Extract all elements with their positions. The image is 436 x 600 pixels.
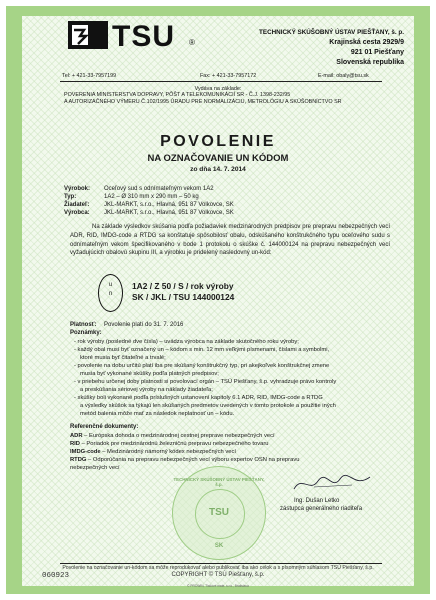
header-divider	[60, 81, 382, 82]
signature-role: zástupca generálneho riaditeľa	[280, 506, 363, 512]
reference-adr	[70, 433, 275, 441]
field-label-applicant: Žiadateľ:	[64, 202, 90, 208]
reference-text: – Poriadok pre medzinárodnú železničnú prepravu nebezpečného tovaru	[79, 441, 269, 447]
field-label-product: Výrobok:	[64, 186, 91, 192]
signature-name: Ing. Dušan Letko	[294, 498, 340, 504]
footer-divider	[60, 563, 382, 564]
note-line: - v priebehu určenej doby platnosti si povolovací orgán – TSÚ Piešťany, š.p. vyhradzuje právo kontroly	[74, 379, 337, 385]
tsu-logo-icon	[68, 21, 108, 49]
issued-line1: POVERENIA MINISTERSTVA DOPRAVY, PÔŠT A TELEKOMUNIKÁCIÍ SR - Č.J. 1398-232/95	[64, 92, 291, 98]
reference-rid	[70, 441, 269, 449]
footer-notice: Povolenie na označovanie un-kódom sa môže reprodukovať alebo publikovať iba ako celok a s písomným súhlasom TSÚ Piešťany, š.p.	[62, 565, 374, 571]
logo-text: TSU	[112, 20, 175, 53]
un-symbol-bottom: n	[108, 291, 113, 297]
contact-fax: Fax: + 421-33-7957172	[200, 73, 257, 79]
institute-name: TECHNICKÝ SKÚŠOBNÝ ÚSTAV PIEŠŤANY, š. p.	[259, 29, 404, 36]
official-stamp	[172, 466, 266, 560]
note-line: - rok výroby (posledné dve čísla) – uvádza výrobca na základe skutočného roku výroby;	[74, 339, 299, 345]
serial-number: 060923	[42, 572, 70, 580]
signature-scribble-icon	[292, 473, 372, 500]
field-value-product: Oceľový sud s odnímateľným vekom 1A2	[104, 186, 214, 192]
field-value-manufacturer: JKL-MARKT, s.r.o., Hlavná, 951 87 Volkovce, SK	[104, 210, 234, 216]
un-code-line2: SK / JKL / TSU 144000124	[132, 292, 235, 302]
reference-key: ADR	[70, 433, 83, 439]
reference-text: – Medzinárodný námorný kódex nebezpečných vecí	[100, 449, 236, 455]
un-symbol-icon	[98, 274, 123, 312]
reference-key: RID	[70, 441, 80, 447]
reference-imdg	[70, 449, 236, 457]
validity-value: Povolenie platí do 31. 7. 2016	[104, 322, 184, 328]
stamp-bottom-text: SK	[214, 543, 224, 549]
note-line: metód balenia môže mať za následok neplatnosť un – kódu.	[80, 411, 235, 417]
field-label-type: Typ:	[64, 194, 77, 200]
note-line: a výsledky skúšok sa týkajú len skúšaných predmetov uvedených v tomto protokole a použitie iných	[80, 403, 336, 409]
reference-text: – Odporúčania na prepravu nebezpečných vecí výboru expertov OSN na prepravu	[86, 457, 300, 463]
note-line: - každý obal musí byť označený un – kódom s min. 12 mm veľkými písmenami, číslami a symbolmi,	[74, 347, 330, 353]
footer-copyright: COPYRIGHT © TSÚ Piešťany, š.p.	[171, 572, 265, 578]
stamp-ring-text: TECHNICKÝ SKÚŠOBNÝ ÚSTAV PIEŠŤANY, š.p.	[173, 477, 265, 487]
document-subtitle: NA OZNAČOVANIE UN KÓDOM	[147, 153, 289, 164]
printer-imprint: © PROWIN, Tlačové mate. s.r.o., Bratislava	[187, 584, 249, 588]
notes-label: Poznámky:	[70, 330, 102, 336]
institute-address	[259, 28, 404, 68]
issued-line2: A AUTORIZAČNÉHO VÝMERU Č.102/1995 ÚRADU PRE NORMALIZÁCIU, METROLÓGIU A SKÚŠOBNÍCTVO SR	[64, 99, 342, 105]
un-code-line1: 1A2 / Z 50 / S / rok výroby	[132, 281, 234, 291]
field-value-type: 1A2 – Ø 310 mm x 290 mm – 50 kg	[104, 194, 199, 200]
stamp-center-text: TSU	[209, 507, 229, 518]
field-label-manufacturer: Výrobca:	[64, 210, 90, 216]
address-country: Slovenská republika	[336, 59, 404, 66]
note-line: ktoré musia byť čitateľné a trvalé;	[80, 355, 166, 361]
field-value-applicant: JKL-MARKT, s.r.o., Hlavná, 951 87 Volkovce, SK	[104, 202, 234, 208]
document-content	[22, 16, 414, 586]
document-title: POVOLENIE	[160, 133, 276, 150]
note-line: - povolenie na dobu určitú platí iba pre skúšaný konštrukčný typ, pri akejkoľvek konštrukčnej zmene	[74, 363, 330, 369]
reference-text: – Európska dohoda o medzinárodnej cestnej preprave nebezpečných vecí	[82, 433, 275, 439]
references-label: Referenčné dokumenty:	[70, 424, 139, 430]
un-code	[132, 281, 234, 303]
un-symbol-top: u	[108, 282, 113, 288]
reference-cont: nebezpečných vecí	[70, 465, 120, 471]
reference-key: IMDG-code	[70, 449, 101, 455]
note-line: - skúšky boli vykonané podľa príslušných ustanovení kapitoly 6.1 ADR, RID, IMDG-code a RTDG	[74, 395, 323, 401]
registered-mark: ®	[189, 38, 195, 47]
note-line: a preskúšania sériovej výroby na náklady žiadateľa;	[80, 387, 213, 393]
reference-rtdg	[70, 457, 299, 465]
address-street: Krajinská cesta 2929/9	[329, 39, 404, 46]
document-date: zo dňa 14. 7. 2014	[190, 166, 246, 173]
address-city: 921 01 Piešťany	[350, 49, 404, 56]
contact-tel: Tel: + 421-33-7957199	[62, 73, 117, 79]
basis-paragraph: Na základe výsledkov skúšania podľa požiadaviek medzinárodných predpisov pre prepravu nebezpečných vecí ADR, RID, IMDG-code a RTDG sa konštatuje spôsobilosť obalu, odskúšaného konštrukčného typu oceľového sudu s odnímateľným vekom špecifikovaného v bode 1 protokolu o skúške č. 144000124 na prepravu nebezpečných vecí vyžadujúcich obalovú skupinu III, a výrobku je pridelený nasledovný un-kód:	[70, 224, 390, 257]
issued-intro: Vydáva na základe:	[194, 86, 242, 92]
reference-key: RTDG	[70, 457, 87, 463]
contact-email: E-mail: obaly@tsu.sk	[318, 73, 369, 79]
note-line: musia byť vykonané skúšky podľa platných predpisov;	[80, 371, 219, 377]
validity-label: Platnosť:	[70, 322, 97, 328]
